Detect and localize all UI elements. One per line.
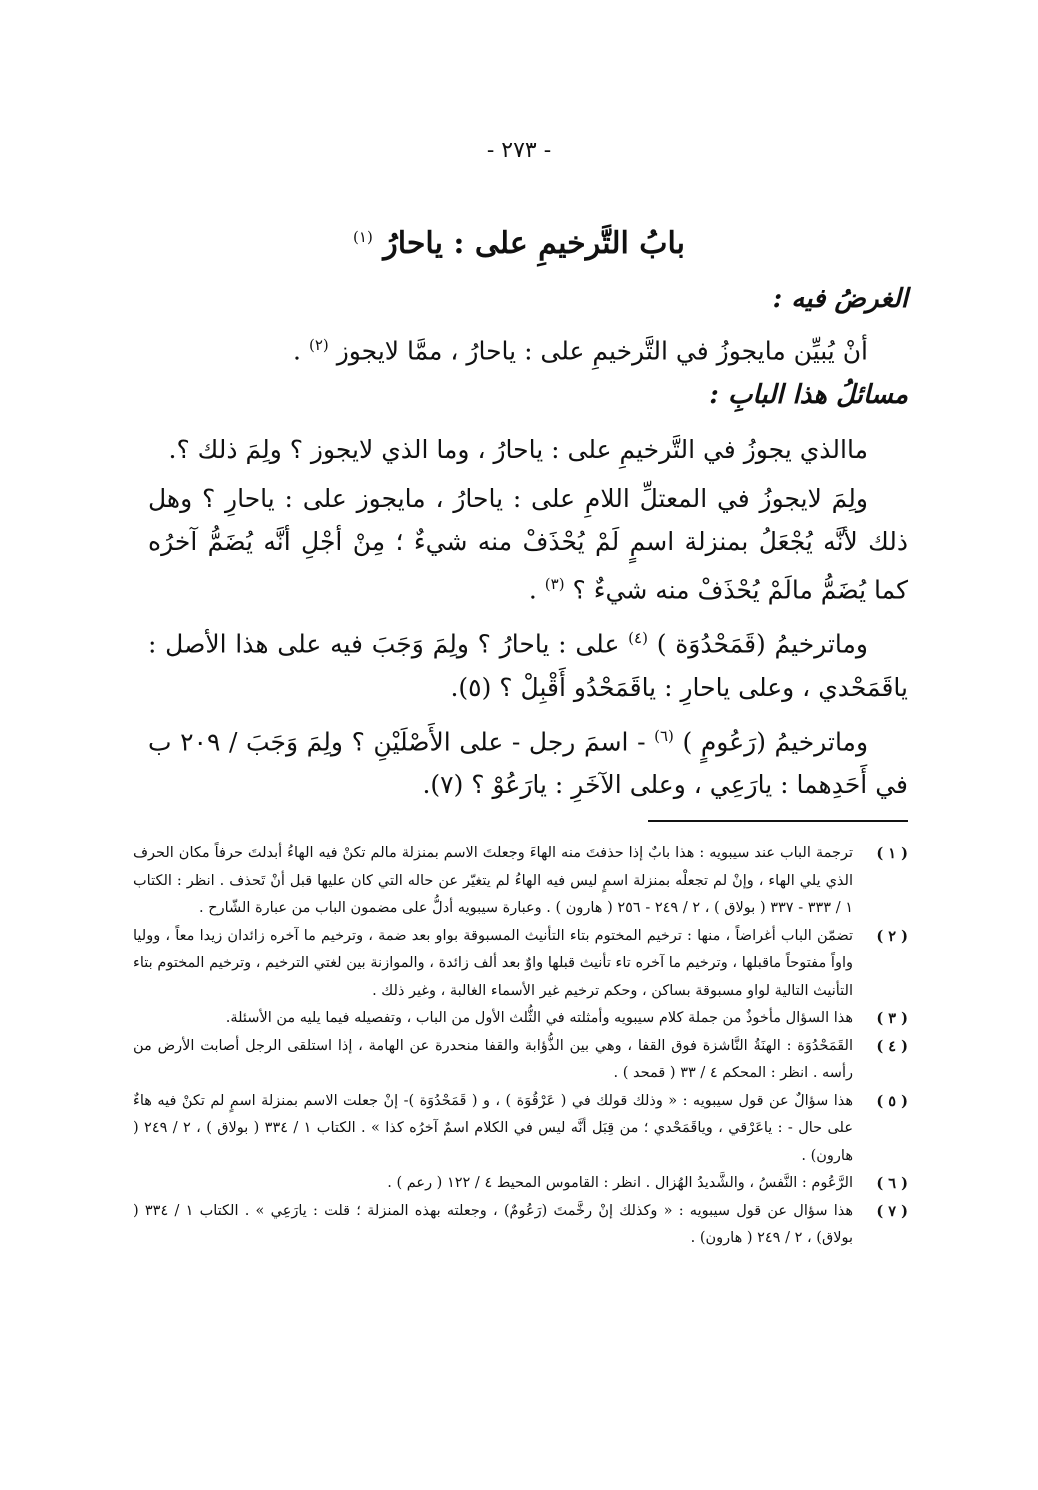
footnote-item [133, 923, 908, 1006]
issue-paragraph-2-footnote-ref: (٣) [544, 575, 565, 593]
purpose-paragraph [148, 324, 908, 372]
issue-paragraph-4-end: - اسمَ رجل - على الأَصْلَيْنِ ؟ ولِمَ وَجَبَ / ٢٠٩ ب في أَحَدِهما : يارَعِي ، وعلى الآخَرِ : يارَعُوْ ؟ (٧). [148, 726, 908, 799]
footnote-item [133, 1198, 908, 1253]
issues-body [148, 428, 908, 806]
footnote-text: هذا سؤالٌ عن قول سيبويه : « وذلك قولك في ( عَرْقُوَة ) ، و ( قَمَحْدُوَة )- إنْ جعلت الاسم بمنزلة اسمٍ لم تكنْ فيه هاءٌ على حال - : ياعَرْقي ، وياقَمَحْدي ؛ من قِبَل أنَّه ليس في الكلام اسمٌ آخرُه كذا » . الكتاب ١ / ٣٣٤ ( بولاق ) ، ٢ / ٢٤٩ ( هارون) . [133, 1092, 854, 1164]
issue-paragraph-4-footnote-ref: (٦) [654, 726, 674, 745]
footnote-number: ( ٣ ) [876, 1010, 908, 1027]
footnote-item [133, 1005, 908, 1033]
issue-paragraph-1 [148, 428, 908, 471]
footnote-number: ( ١ ) [876, 845, 908, 862]
footnote-text: هذا سؤال عن قول سيبويه : « وكذلك إنْ رخَّمتَ (رَعُومٌ) ، وجعلته بهذه المنزلة ؛ قلت : يارَعِي » . الكتاب ١ / ٣٣٤ ( بولاق) ، ٢ / ٢٤٩ ( هارون) . [133, 1202, 853, 1246]
purpose-footnote-ref: (٢) [308, 336, 329, 354]
issue-paragraph-3-end: على : ياحارُ ؟ ولِمَ وَجَبَ فيه على هذا الأصل : ياقَمَحْدي ، وعلى ياحارِ : ياقَمَحْدُو أَقْبِلْ ؟ (٥). [148, 629, 908, 702]
issues-heading: مسائلُ هذا البابِ : [709, 380, 908, 410]
issue-paragraph-4-text: وماترخيمُ (رَعُومٍ ) [682, 726, 869, 756]
page-number: - ٢٧٣ - [486, 138, 552, 163]
purpose-end: . [293, 336, 301, 366]
footnote-item [133, 1033, 908, 1088]
issue-paragraph-3-text: وماترخيمُ (قَمَحْدُوَة ) [656, 629, 869, 659]
footnote-text: هذا السؤال مأخوذٌ من جملة كلام سيبويه وأمثلته في الثُّلث الأول من الباب ، وتفصيله فيما يليه من الأسئلة. [225, 1010, 853, 1026]
footnote-separator [648, 820, 908, 822]
purpose-text: أنْ يُبيِّن مايجوزُ في التَّرخيمِ على : ياحارُ ، ممَّا لايجوز [336, 336, 868, 366]
footnote-text: القَمَحْدُوَة : الهنَةُ النَّاشزة فوق القفا ، وهي بين الذُّؤابة والقفا منحدرة عن الهامة ، إذا استلقى الرجل أصابت الأرض من رأسه . انظر : المحكم ٤ / ٣٣ ( قمحد ) . [133, 1037, 853, 1081]
footnote-number: ( ٤ ) [876, 1037, 908, 1055]
chapter-title-text: بابُ التَّرخيمِ على : ياحارُ [383, 226, 685, 261]
footnote-item [133, 1088, 908, 1171]
footnote-text: الرَّعُوم : النَّفسُ ، والشَّديدُ الهُزال . انظر : القاموس المحيط ٤ / ١٢٢ ( رعم ) . [387, 1175, 853, 1191]
footnote-item [133, 840, 908, 923]
footnote-number: ( ٢ ) [876, 927, 908, 945]
issue-paragraph-3-footnote-ref: (٤) [628, 629, 648, 648]
issue-paragraph-1-text: ماالذي يجوزُ في التَّرخيمِ على : ياحارُ ، وما الذي لايجوز ؟ ولِمَ ذلك ؟. [168, 435, 868, 464]
footnote-text: ترجمة الباب عند سيبويه : هذا بابٌ إذا حذفتَ منه الهاءَ وجعلتَ الاسم بمنزلة مالم تكنْ فيه الهاءُ أبدلتَ حرفاً مكان الحرف الذي يلي الهاء ، وإنْ لم تجعلْه بمنزلة اسمٍ ليس فيه الهاءُ لم يتغيّر عن حاله التي كان عليها قبل أنْ تَحذف . انظر : الكتاب ١ / ٣٣٣ - ٣٣٧ ( بولاق ) ، ٢ / ٢٤٩ - ٢٥٦ ( هارون ) . وعبارة سيبويه أدلُّ على مضمون الباب من عبارة الشّارح . [133, 845, 853, 916]
issue-paragraph-2-text: ولِمَ لايجوزُ في المعتلِّ اللامِ على : ياحارُ ، مايجوز على : ياحارِ ؟ وهل ذلك لأنَّه يُجْعَلُ بمنزلة اسمٍ لَمْ يُحْذَفْ منه شيءٌ ؛ مِنْ أجْلِ أنَّه يُضَمُّ آخرُه كما يُضَمُّ مالَمْ يُحْذَفْ منه شيءٌ ؟ [148, 484, 908, 605]
purpose-heading: الغرضُ فيه : [772, 284, 908, 314]
footnote-text: تضمّن الباب أغراضاً ، منها : ترخيم المختوم بتاء التأنيث المسبوقة بواو بعد ضمة ، وترخيم ما آخره زائدان زيدا معاً ، ووليا واواً مفتوحاً ماقبلها ، وترخيم ما آخره تاء تأنيث قبلها واوٌ بعد ألف زائدة ، والموازنة بين لغتي الترخيم ، وترخيم المختوم بتاء التأنيث التالية لواو مسبوقة بساكن ، وحكم ترخيم غير الأسماء الغالبة ، وغير ذلك . [133, 927, 853, 999]
footnote-item [133, 1170, 908, 1198]
footnote-number: ( ٥ ) [876, 1092, 908, 1110]
issue-paragraph-3 [148, 617, 908, 708]
issue-paragraph-2 [148, 477, 908, 611]
footnote-number: ( ٦ ) [876, 1175, 908, 1192]
chapter-title [0, 226, 1038, 261]
issue-paragraph-2-end: . [528, 575, 537, 605]
footnotes [133, 840, 908, 1253]
chapter-title-footnote-ref: (١) [353, 228, 373, 246]
footnote-number: ( ٧ ) [876, 1202, 908, 1220]
issue-paragraph-4 [148, 715, 908, 806]
